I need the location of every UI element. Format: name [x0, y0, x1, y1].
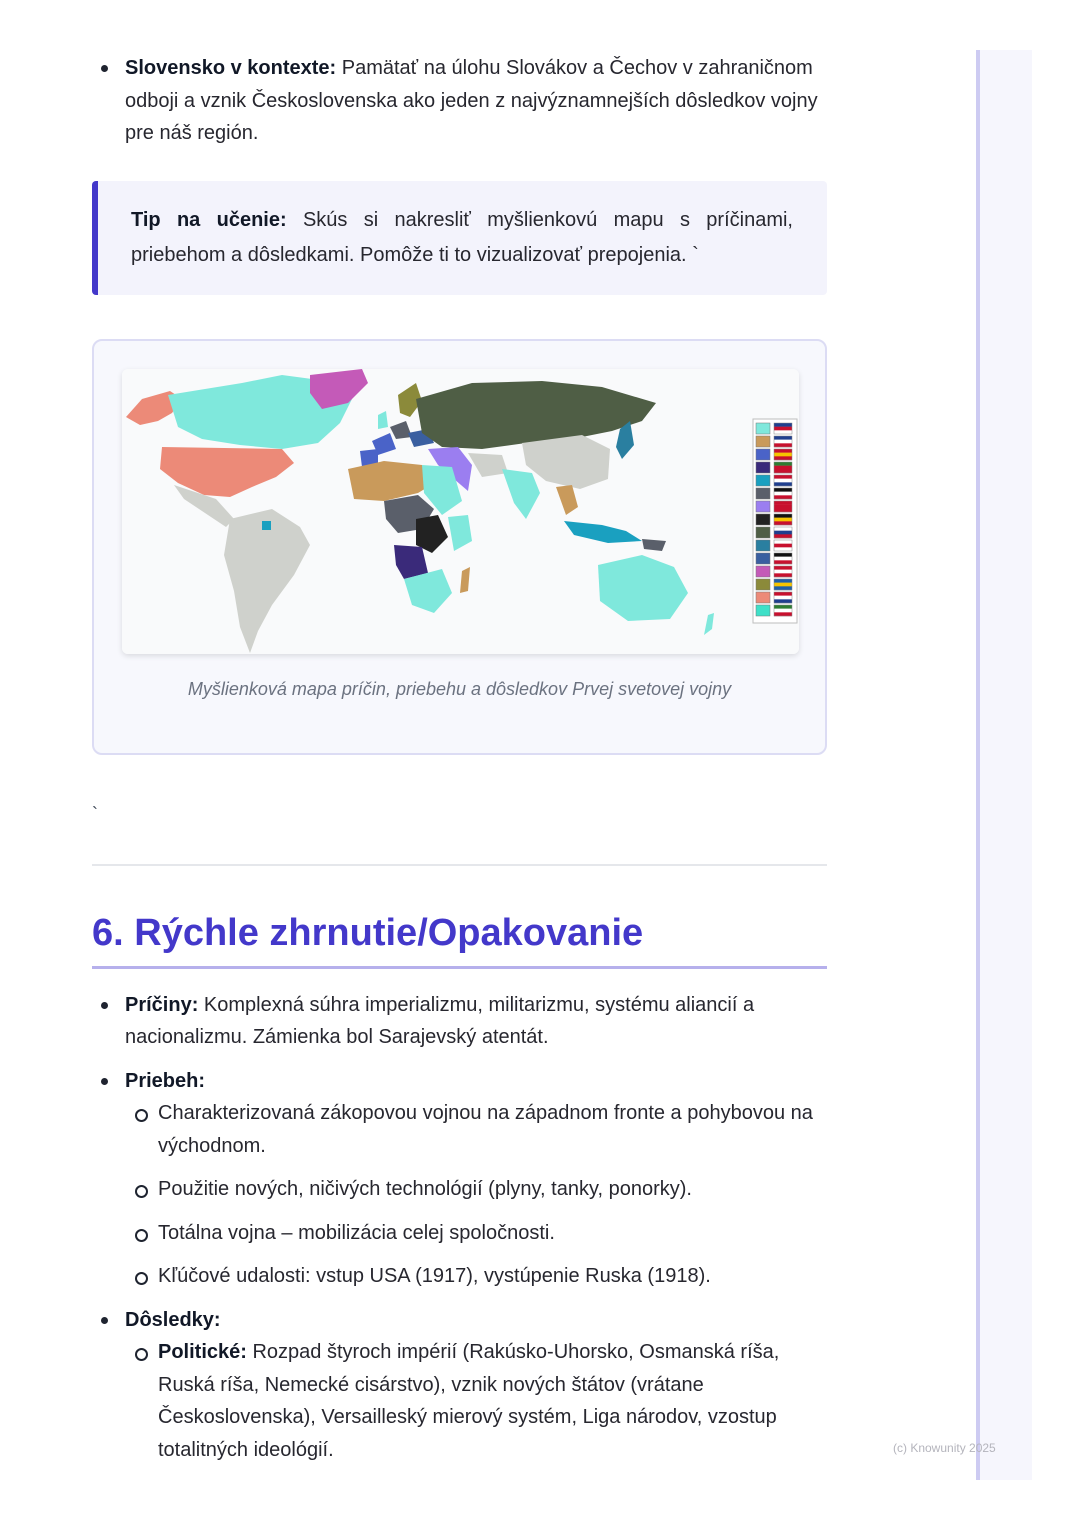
spain-flag-icon [774, 449, 792, 460]
course-item: Charakterizovaná zákopovou vojnou na západnom fronte a pohybovou na východnom. [125, 1097, 827, 1162]
germany-flag-icon [774, 553, 792, 564]
right-sidebar-border [976, 50, 980, 1480]
legend-swatch [756, 475, 770, 486]
course-label: Priebeh: [125, 1069, 206, 1092]
context-bullet [92, 52, 827, 150]
course-item: Totálna vojna – mobilizácia celej spoločnosti. [125, 1217, 827, 1250]
map-legend [753, 419, 797, 623]
summary-course [92, 1065, 827, 1293]
legend-swatch [756, 579, 770, 590]
world-map-svg [122, 369, 799, 654]
tip-label: Tip na učenie: [131, 208, 287, 231]
legend-swatch [756, 592, 770, 603]
course-item: Kľúčové udalosti: vstup USA (1917), vystúpenie Ruska (1918). [125, 1260, 827, 1293]
study-tip-callout [92, 181, 827, 295]
political-label: Politické: [158, 1341, 247, 1363]
denmark-flag-icon [774, 566, 792, 577]
context-list [92, 52, 827, 150]
uk-flag-icon [774, 423, 792, 434]
map-figure-card [92, 339, 827, 755]
causes-text: Komplexná súhra imperializmu, militarizmu, systému aliancií a nacionalizmu. Zámienka bol Sarajevský atentát. [125, 993, 755, 1048]
map-caption: Myšlienková mapa príčin, priebehu a dôsledkov Prvej svetovej vojny [187, 678, 732, 699]
causes-label: Príčiny: [125, 993, 199, 1016]
context-bullet-text: Pamätať na úlohu Slovákov a Čechov v zahraničnom odboji a vznik Československa ako jeden z najvýznamnejších dôsledkov vojny pre náš región. [125, 57, 818, 144]
france-flag-icon [774, 436, 792, 447]
political-text: Rozpad štyroch impérií (Rakúsko-Uhorsko, Osmanská ríša, Ruská ríša, Nemecké cisárstvo), vznik nových štátov (vrátane Československa), Versailleský mierový systém, Liga národov, vzostup totalitných ideológií. [158, 1341, 780, 1461]
legend-swatch [756, 527, 770, 538]
course-item: Použitie nových, ničivých technológií (plyny, tanky, ponorky). [125, 1173, 827, 1206]
legend-swatch [756, 540, 770, 551]
russia-flag-icon [774, 527, 792, 538]
section-heading: 6. Rýchle zhrnutie/Opakovanie [92, 910, 827, 969]
consequences-political [125, 1336, 827, 1466]
portugal-flag-icon [774, 462, 792, 473]
germany-flag-icon [774, 488, 792, 499]
sweden-flag-icon [774, 579, 792, 590]
belgium-flag-icon [774, 514, 792, 525]
legend-swatch [756, 462, 770, 473]
legend-swatch [756, 436, 770, 447]
consequences-label: Dôsledky: [125, 1308, 221, 1331]
legend-swatch [756, 514, 770, 525]
usa-flag-icon [774, 592, 792, 603]
summary-list [92, 989, 827, 1467]
consequences-sublist [125, 1336, 827, 1466]
italy-flag-icon [774, 605, 792, 616]
legend-swatch [756, 449, 770, 460]
section-divider [92, 864, 827, 866]
netherlands-flag-icon [774, 475, 792, 486]
context-bullet-label: Slovensko v kontexte: [125, 57, 337, 79]
japan-flag-icon [774, 540, 792, 551]
summary-consequences [92, 1304, 827, 1467]
legend-swatch [756, 553, 770, 564]
world-map-image [122, 369, 799, 654]
course-sublist [125, 1097, 827, 1293]
document-content [92, 52, 827, 1477]
stray-backtick: ` [92, 803, 98, 824]
legend-swatch [756, 605, 770, 616]
right-sidebar-panel [976, 50, 1032, 1480]
ottoman-flag-icon [774, 501, 792, 512]
map-region-guiana [262, 521, 271, 530]
legend-swatch [756, 566, 770, 577]
legend-swatch [756, 501, 770, 512]
summary-causes [92, 989, 827, 1054]
copyright-notice: (c) Knowunity 2025 [893, 1441, 996, 1455]
tip-text: Skús si nakresliť myšlienkovú mapu s príčinami, priebehom a dôsledkami. Pomôže ti to vizualizovať prepojenia. ` [131, 208, 793, 266]
legend-swatch [756, 423, 770, 434]
legend-swatch [756, 488, 770, 499]
map-legend-swatches [756, 423, 792, 616]
